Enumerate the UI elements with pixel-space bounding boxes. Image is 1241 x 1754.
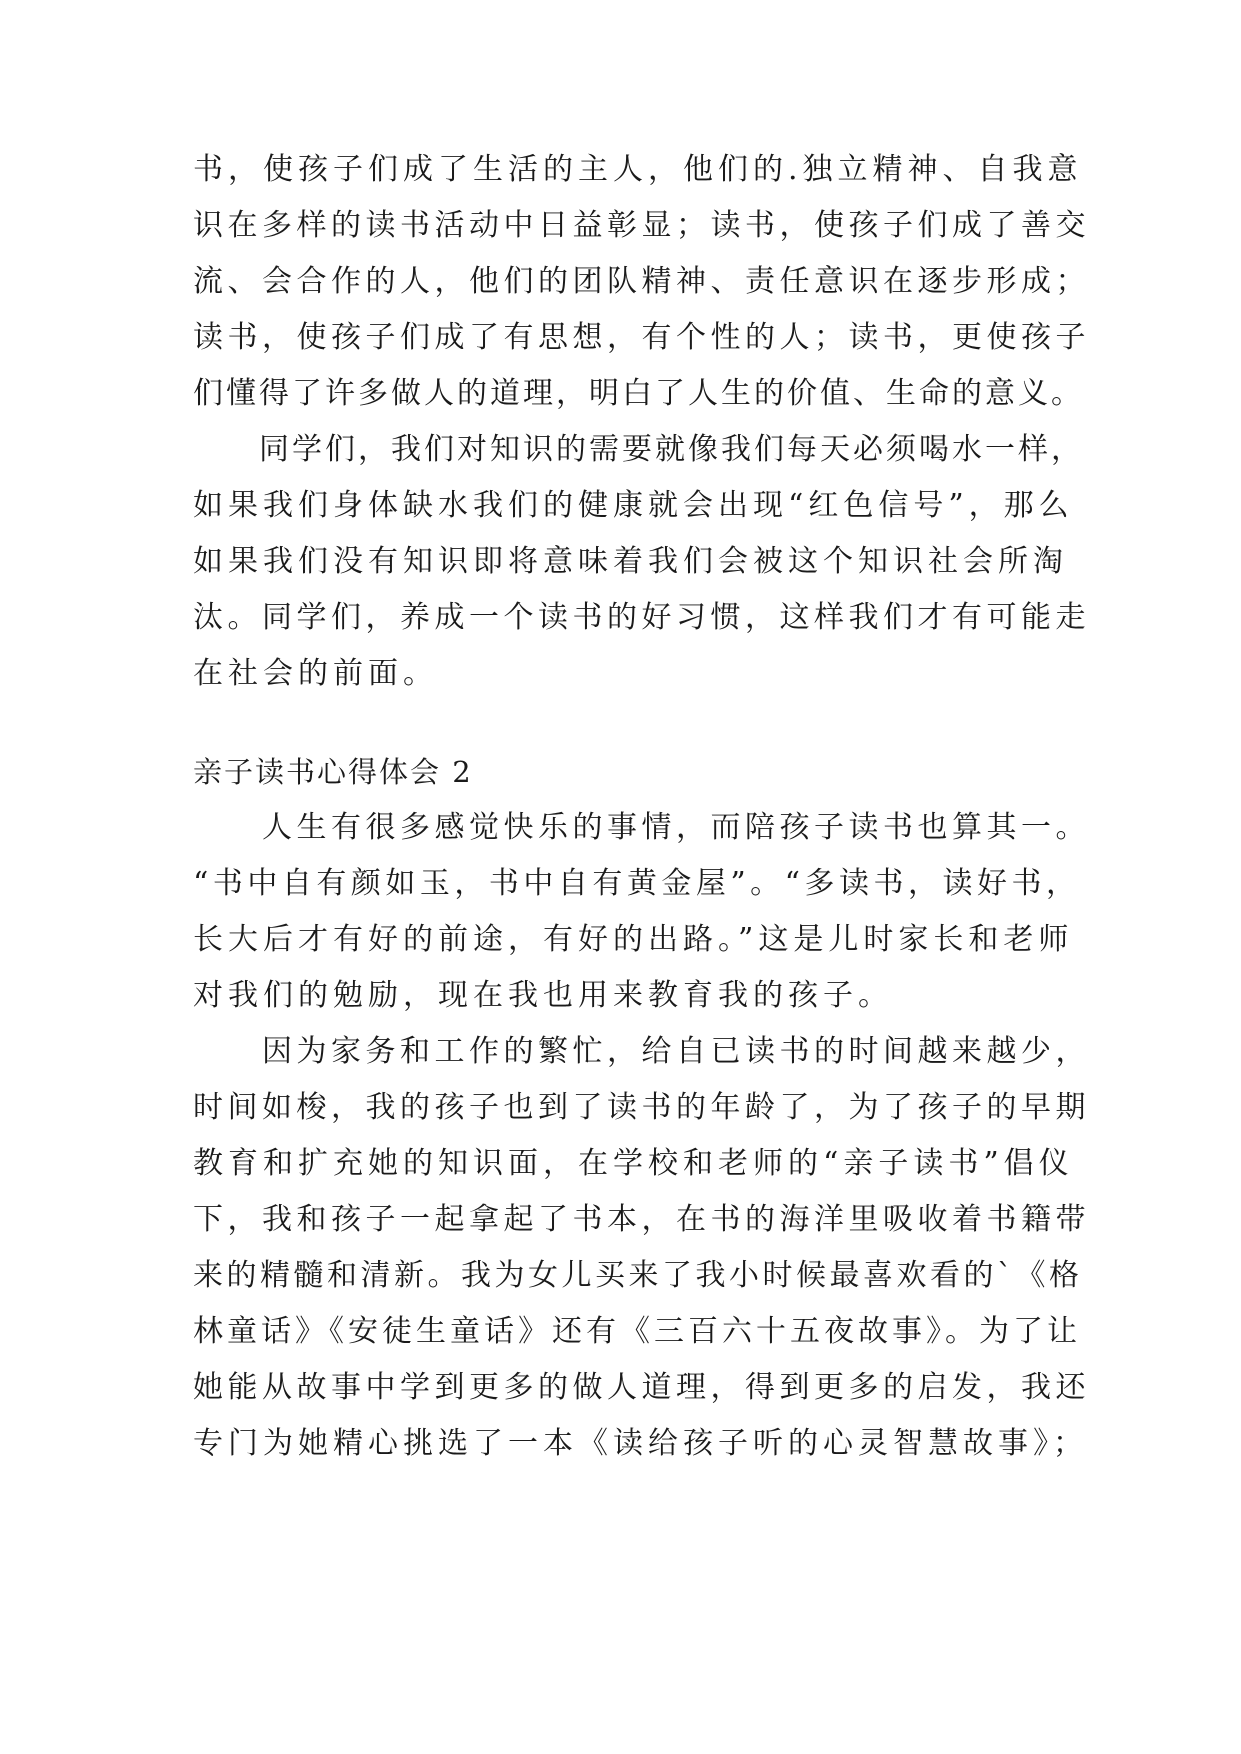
paragraph-line: 因为家务和工作的繁忙，给自已读书的时间越来越少， [193,1034,1090,1069]
paragraph-line: 下，我和孩子一起拿起了书本，在书的海洋里吸收着书籍带 [193,1202,1090,1237]
paragraph-line: 专门为她精心挑选了一本《读给孩子听的心灵智慧故事》； [193,1426,1088,1461]
section-heading: 亲子读书心得体会 2 [193,755,473,789]
paragraph-line: 人生有很多感觉快乐的事情，而陪孩子读书也算其一。 [193,810,1090,845]
paragraph-line: 们懂得了许多做人的道理，明白了人生的价值、生命的意义。 [193,376,1084,411]
paragraph-line: 她能从故事中学到更多的做人道理，得到更多的启发，我还 [193,1370,1090,1405]
paragraph-line: 书，使孩子们成了生活的主人，他们的.独立精神、自我意 [193,152,1083,187]
paragraph-line: 林童话》《安徒生童话》还有《三百六十五夜故事》。为了让 [193,1314,1081,1349]
paragraph-line: 在社会的前面。 [193,656,438,691]
paragraph-line: 时间如梭，我的孩子也到了读书的年龄了，为了孩子的早期 [193,1090,1090,1125]
paragraph-line: 教育和扩充她的知识面，在学校和老师的“亲子读书”倡仪 [193,1146,1074,1181]
paragraph-line: 长大后才有好的前途，有好的出路。”这是儿时家长和老师 [193,922,1074,957]
paragraph-line: 对我们的勉励，现在我也用来教育我的孩子。 [193,978,893,1013]
paragraph-line: “书中自有颜如玉，书中自有黄金屋”。“多读书，读好书， [193,866,1081,901]
paragraph-line: 同学们，我们对知识的需要就像我们每天必须喝水一样， [193,432,1084,467]
paragraph-line: 如果我们身体缺水我们的健康就会出现“红色信号”，那么 [193,488,1074,523]
paragraph-line: 读书，使孩子们成了有思想，有个性的人；读书，更使孩子 [193,320,1090,355]
paragraph-line: 如果我们没有知识即将意味着我们会被这个知识社会所淘 [193,544,1068,579]
paragraph-line: 来的精髓和清新。我为女儿买来了我小时候最喜欢看的`《格 [193,1258,1083,1293]
paragraph-line: 流、会合作的人，他们的团队精神、责任意识在逐步形成； [193,264,1090,299]
paragraph-line: 汰。同学们，养成一个读书的好习惯，这样我们才有可能走 [193,600,1090,635]
paragraph-line: 识在多样的读书活动中日益彰显；读书，使孩子们成了善交 [193,208,1090,243]
